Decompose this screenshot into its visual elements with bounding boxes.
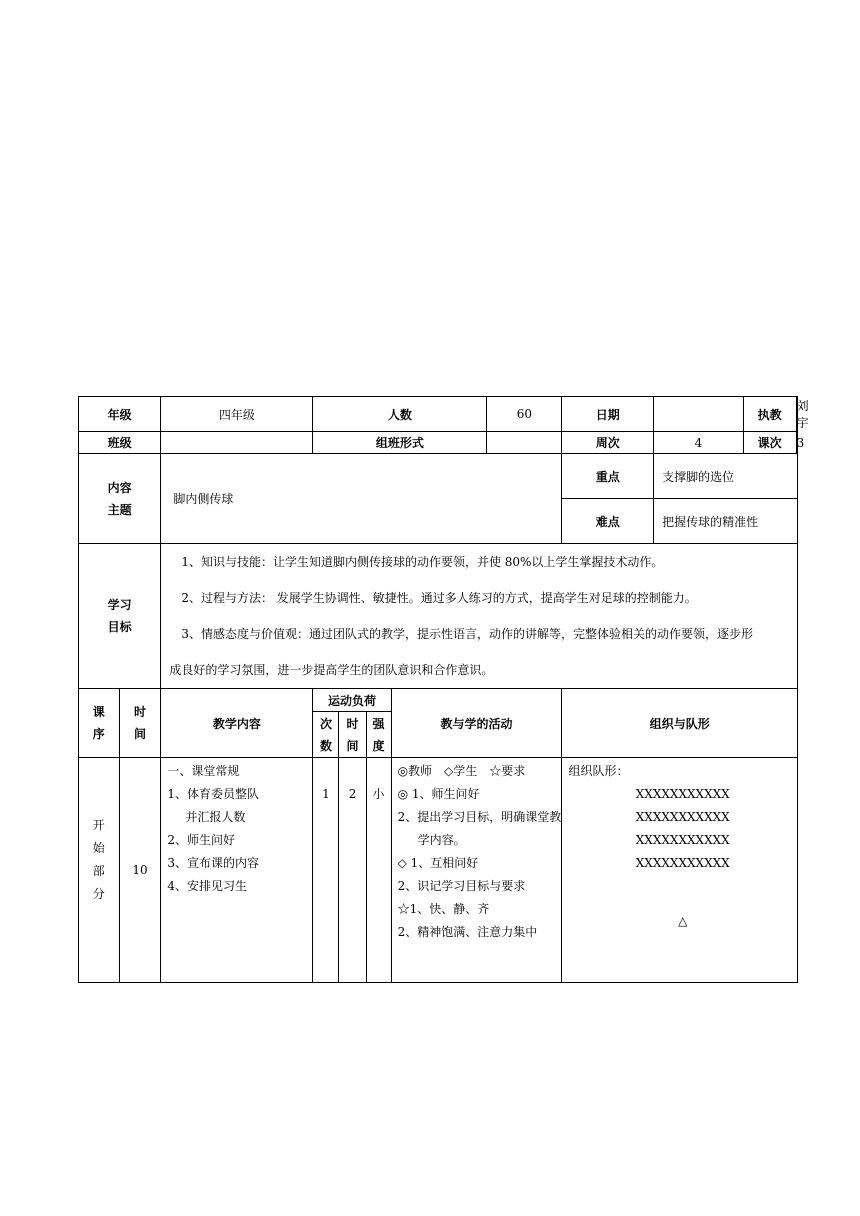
week-lesson-cell [654, 432, 805, 454]
objective-item: 1、知识与技能：让学生知道脚内侧传接球的动作要领，并使 80%以上学生掌握技术动作。 [181, 555, 664, 569]
formation-row: XXXXXXXXXXX [635, 787, 730, 801]
section-formation [562, 758, 798, 983]
date-teacher-cell [654, 397, 809, 432]
formation-label: 组织队形： [568, 764, 629, 778]
lesson-label: 课次 [743, 432, 796, 453]
objectives-text [161, 544, 798, 689]
list-item: 3、宣布课的内容 [167, 856, 259, 870]
grade-label: 年级 [79, 397, 161, 432]
formation-row: XXXXXXXXXXX [635, 833, 730, 847]
grade-value: 四年级 [161, 397, 313, 432]
list-item: ◎ 1、师生问好 [397, 787, 480, 801]
order-header: 课 序 [79, 689, 120, 758]
class-value [161, 432, 313, 454]
list-item: 学内容。 [417, 833, 466, 847]
group-label: 组班形式 [313, 432, 487, 454]
section-content [161, 758, 313, 983]
list-item: 2、识记学习目标与要求 [397, 879, 526, 893]
list-item: 一、课堂常规 [167, 764, 240, 778]
info-row-1 [79, 397, 798, 432]
section-reps: 1 [313, 758, 339, 983]
time-header: 时 间 [119, 689, 161, 758]
difficulty-value: 把握传球的精准性 [654, 499, 798, 544]
count-value: 60 [487, 397, 562, 432]
objectives-row [79, 544, 798, 689]
list-item: 2、精神饱满、注意力集中 [397, 925, 538, 939]
intensity-header: 强 度 [366, 712, 391, 758]
key-point-label: 重点 [562, 454, 654, 499]
key-point-value: 支撑脚的选位 [654, 454, 798, 499]
date-value [654, 397, 743, 431]
section-time: 10 [119, 758, 161, 983]
objective-item: 2、过程与方法： 发展学生协调性、敏捷性。通过多人练习的方式，提高学生对足球的控制能力。 [181, 591, 697, 605]
formation-diagram [568, 783, 797, 933]
section-intensity: 小 [366, 758, 391, 983]
date-label: 日期 [562, 397, 654, 432]
lesson-plan-table [78, 396, 809, 983]
header-row-1 [79, 689, 798, 712]
group-value [487, 432, 562, 454]
difficulty-label: 难点 [562, 499, 654, 544]
week-label: 周次 [562, 432, 654, 454]
list-item: 4、安排见习生 [167, 879, 247, 893]
list-item: 并汇报人数 [185, 810, 246, 824]
section-name: 开 始 部 分 [79, 758, 120, 983]
teacher-label: 执教 [743, 397, 796, 431]
topic-label: 内容 主题 [79, 454, 161, 544]
formation-row: XXXXXXXXXXX [635, 856, 730, 870]
list-item: 2、师生问好 [167, 833, 235, 847]
list-item: ☆1、快、静、齐 [397, 902, 490, 916]
formation-row: XXXXXXXXXXX [635, 810, 730, 824]
objective-item: 成良好的学习氛围，进一步提高学生的团队意识和合作意识。 [169, 663, 494, 677]
list-item: 1、体育委员整队 [167, 787, 259, 801]
content-header: 教学内容 [161, 689, 313, 758]
activity-header: 教与学的活动 [391, 689, 562, 758]
duration-header: 时 间 [339, 712, 366, 758]
class-label: 班级 [79, 432, 161, 454]
week-value: 4 [654, 432, 743, 453]
list-item: 2、提出学习目标，明确课堂教 [397, 810, 562, 824]
lesson-value: 3 [796, 435, 805, 450]
topic-value: 脚内侧传球 [161, 454, 562, 544]
organization-header: 组织与队形 [562, 689, 798, 758]
objective-item: 3、情感态度与价值观：通过团队式的教学，提示性语言，动作的讲解等，完整体验相关的动作要领，逐步形 [181, 627, 753, 641]
reps-header: 次 数 [313, 712, 339, 758]
topic-row-1 [79, 454, 798, 499]
info-row-2 [79, 432, 798, 454]
list-item: ◇ 1、互相问好 [397, 856, 479, 870]
list-item: ◎教师 ◇学生 ☆要求 [397, 764, 526, 778]
teacher-value: 刘宇 [796, 399, 809, 430]
section-row [79, 758, 798, 983]
objectives-label: 学习 目标 [79, 544, 161, 689]
load-header: 运动负荷 [313, 689, 391, 712]
section-duration: 2 [339, 758, 366, 983]
count-label: 人数 [313, 397, 487, 432]
teacher-mark: △ [678, 914, 688, 928]
section-activities [391, 758, 562, 983]
